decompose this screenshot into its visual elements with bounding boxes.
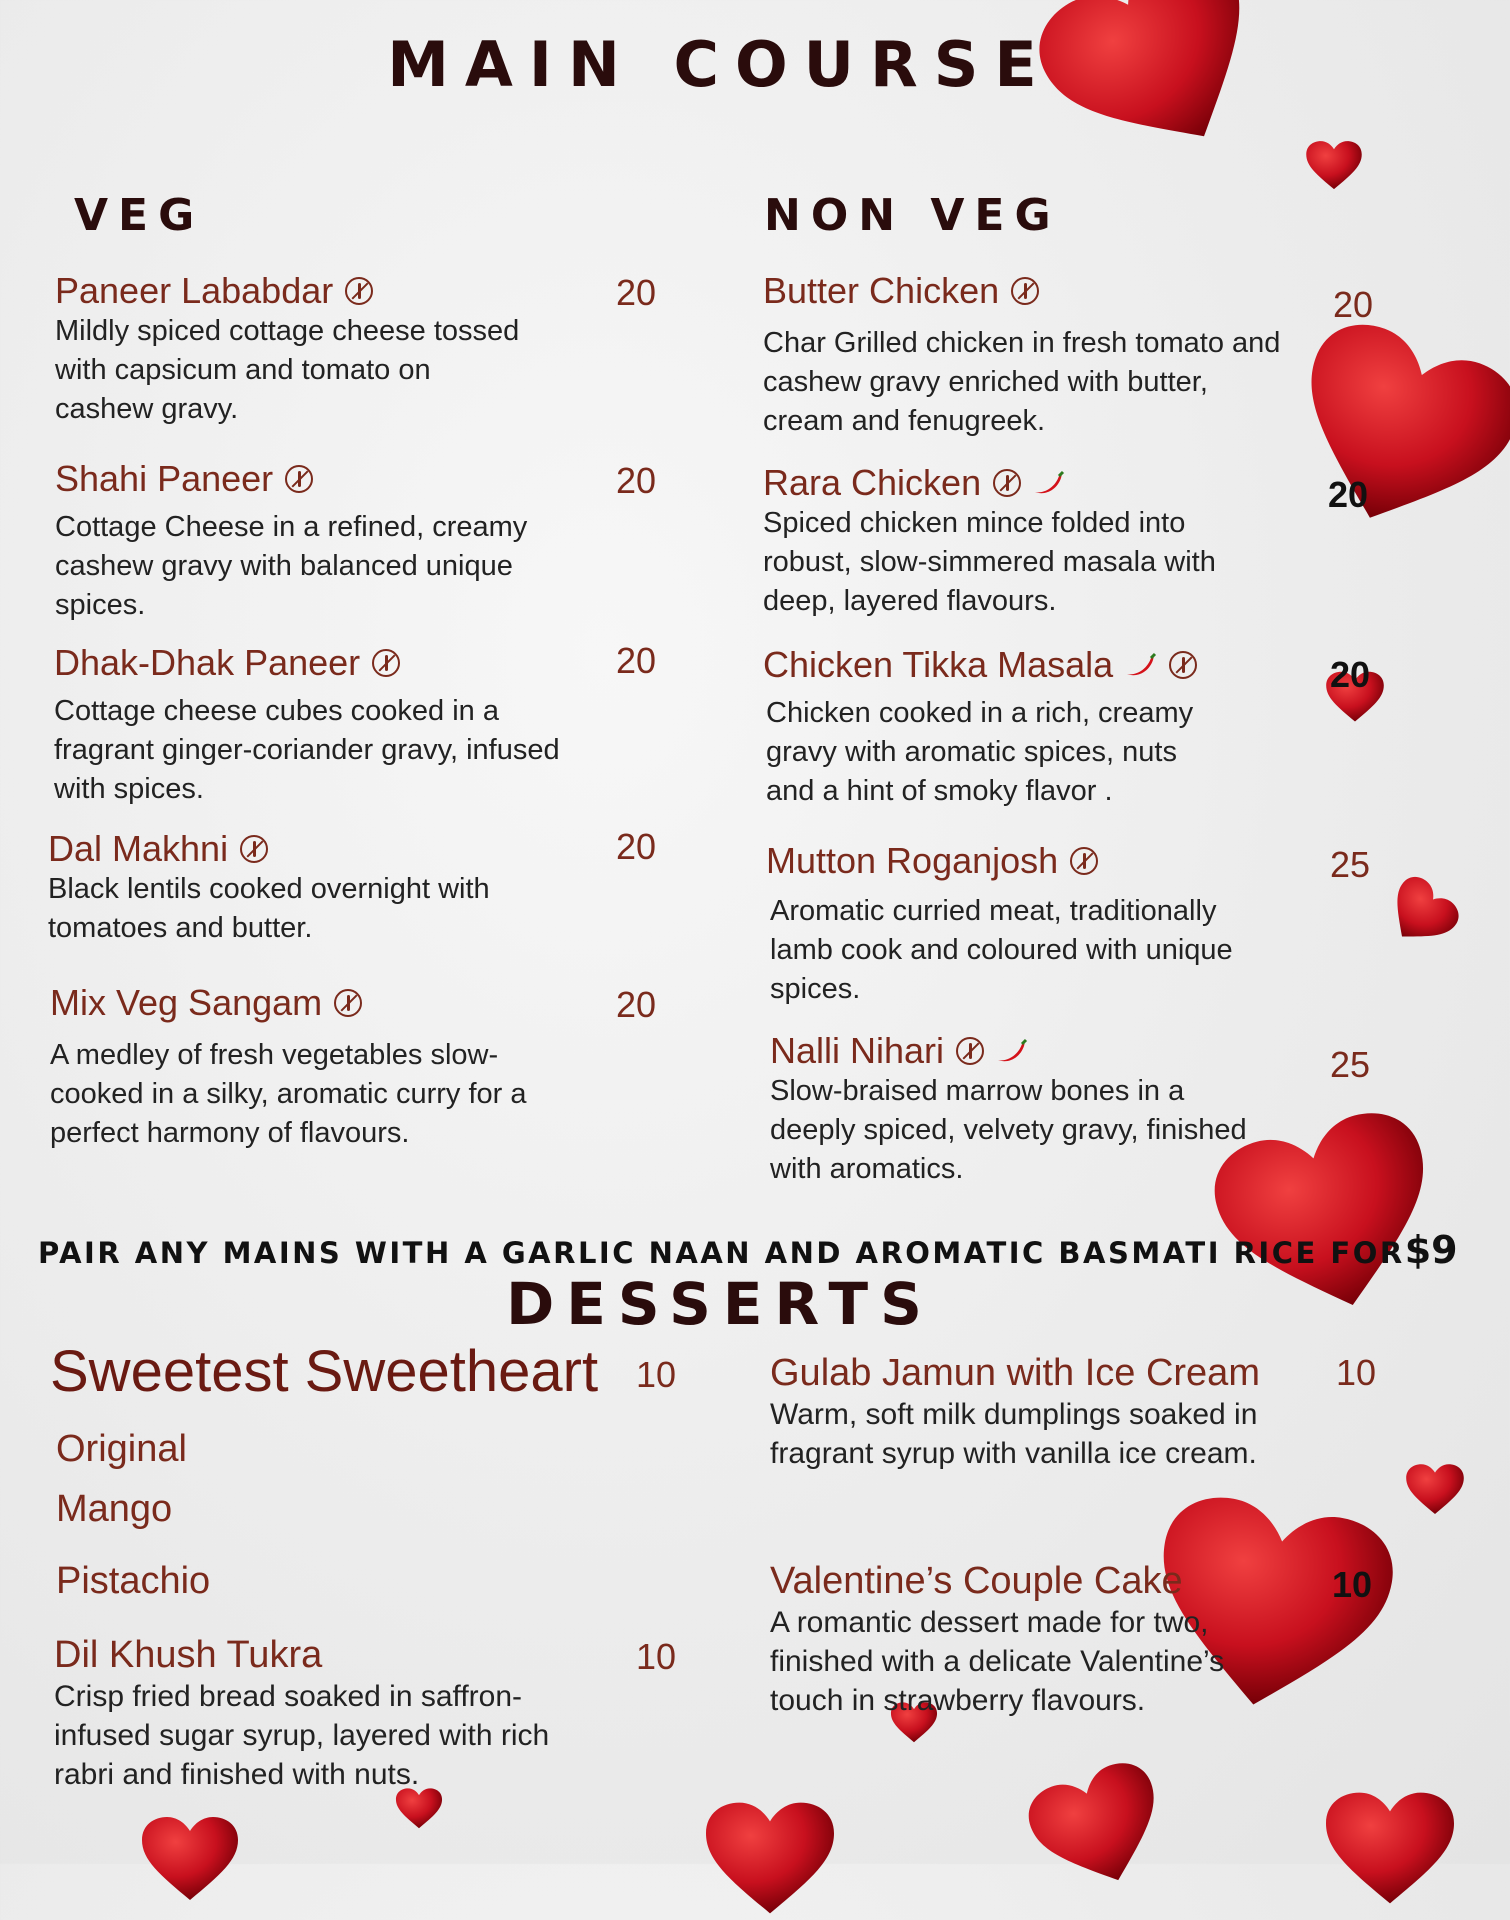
gluten-free-icon <box>1011 277 1039 305</box>
pairing-text: PAIR ANY MAINS WITH A GARLIC NAAN AND AROMATIC BASMATI RICE FOR <box>38 1236 1405 1270</box>
item-price: 25 <box>1330 1044 1371 1085</box>
item-price: 20 <box>1333 284 1374 325</box>
gluten-free-icon <box>285 465 313 493</box>
menu-item <box>770 1030 1310 1189</box>
gluten-free-icon <box>1070 847 1098 875</box>
heart-decoration-icon <box>130 1815 250 1905</box>
item-price: 20 <box>1328 474 1369 515</box>
item-name: Mutton Roganjosh <box>766 840 1059 881</box>
flavor-option: Pistachio <box>56 1560 211 1602</box>
menu-item <box>54 642 634 809</box>
non-veg-heading: NON VEG <box>764 190 1061 241</box>
item-name: Paneer Lababdar <box>55 270 334 311</box>
item-description: Slow-braised marrow bones in a deeply spiced, velvety gravy, finished with aromatics. <box>770 1075 1247 1185</box>
item-description: A romantic dessert made for two, finished with a delicate Valentine’s touch in strawberry flavours. <box>770 1606 1225 1717</box>
heart-decoration-icon <box>1290 330 1510 540</box>
menu-item <box>763 644 1303 811</box>
item-price: 20 <box>616 984 657 1025</box>
menu-item <box>770 1352 1310 1473</box>
item-description: Black lentils cooked overnight with tomatoes and butter. <box>48 873 490 944</box>
item-description: Cottage Cheese in a refined, creamy cashew gravy with balanced unique spices. <box>55 511 528 621</box>
item-price: 10 <box>636 1354 677 1395</box>
chili-icon <box>1031 470 1065 496</box>
menu-item <box>55 458 635 625</box>
heart-decoration-icon <box>1405 1460 1465 1520</box>
flavor-option: Original <box>56 1428 187 1470</box>
item-price: 20 <box>616 826 657 867</box>
item-name: Shahi Paneer <box>55 458 274 499</box>
item-price: 20 <box>616 460 657 501</box>
chili-icon <box>994 1038 1028 1064</box>
item-name: Rara Chicken <box>763 462 982 503</box>
item-name: Mix Veg Sangam <box>50 982 323 1023</box>
gluten-free-icon <box>334 989 362 1017</box>
item-description: Mildly spiced cottage cheese tossed with capsicum and tomato on cashew gravy. <box>55 315 520 425</box>
gluten-free-icon <box>1169 651 1197 679</box>
menu-item <box>50 982 630 1153</box>
item-description: Spiced chicken mince folded into robust, slow-simmered masala with deep, layered flavours. <box>763 507 1216 617</box>
item-description: A medley of fresh vegetables slow-cooked in a silky, aromatic curry for a perfect harmony of flavours. <box>50 1039 527 1149</box>
item-name: Nalli Nihari <box>770 1030 945 1071</box>
veg-heading: VEG <box>74 190 205 241</box>
item-name: Valentine’s Couple Cake <box>770 1560 1183 1602</box>
item-price: 10 <box>1332 1564 1373 1605</box>
menu-item <box>770 1560 1310 1720</box>
item-description: Aromatic curried meat, traditionally lamb cook and coloured with unique spices. <box>770 895 1233 1005</box>
flavor-option: Mango <box>56 1488 173 1530</box>
chili-icon <box>1123 652 1157 678</box>
item-description: Crisp fried bread soaked in saffron-infused sugar syrup, layered with rich rabri and finished with nuts. <box>54 1680 550 1791</box>
gluten-free-icon <box>345 277 373 305</box>
item-name: Dhak-Dhak Paneer <box>54 642 361 683</box>
page-title: MAIN COURSE <box>387 28 1053 101</box>
menu-item <box>763 270 1303 441</box>
item-name: Dil Khush Tukra <box>54 1634 323 1676</box>
item-description: Warm, soft milk dumplings soaked in fragrant syrup with vanilla ice cream. <box>770 1398 1258 1470</box>
heart-decoration-icon <box>690 1800 850 1920</box>
sweetheart-name: Sweetest Sweetheart <box>50 1339 599 1404</box>
item-price: 10 <box>636 1636 677 1677</box>
heart-decoration-icon <box>1305 140 1363 192</box>
gluten-free-icon <box>240 835 268 863</box>
menu-item <box>763 462 1303 621</box>
item-price: 20 <box>616 272 657 313</box>
item-name: Dal Makhni <box>48 828 229 869</box>
pairing-price: $9 <box>1404 1228 1458 1272</box>
item-name: Butter Chicken <box>763 270 1000 311</box>
item-description: Cottage cheese cubes cooked in a fragrant ginger-coriander gravy, infused with spices. <box>54 695 560 805</box>
item-name: Gulab Jamun with Ice Cream <box>770 1352 1260 1394</box>
pairing-banner <box>38 1228 1458 1272</box>
item-price: 10 <box>1336 1352 1377 1393</box>
menu-item <box>55 270 635 429</box>
heart-decoration-icon <box>1030 1770 1170 1890</box>
heart-decoration-icon <box>1385 880 1455 950</box>
item-name: Chicken Tikka Masala <box>763 644 1114 685</box>
item-price: 20 <box>616 640 657 681</box>
item-description: Chicken cooked in a rich, creamy gravy with aromatic spices, nuts and a hint of smoky flavor . <box>766 697 1194 807</box>
item-description: Char Grilled chicken in fresh tomato and cashew gravy enriched with butter, cream and fenugreek. <box>763 327 1281 437</box>
heart-decoration-icon <box>1320 1790 1460 1910</box>
menu-item <box>766 840 1306 1009</box>
desserts-title: DESSERTS <box>506 1270 934 1338</box>
menu-item <box>54 1634 634 1794</box>
menu-item <box>48 828 628 948</box>
gluten-free-icon <box>956 1037 984 1065</box>
item-price: 25 <box>1330 844 1371 885</box>
gluten-free-icon <box>372 649 400 677</box>
item-price: 20 <box>1330 654 1371 695</box>
gluten-free-icon <box>993 469 1021 497</box>
